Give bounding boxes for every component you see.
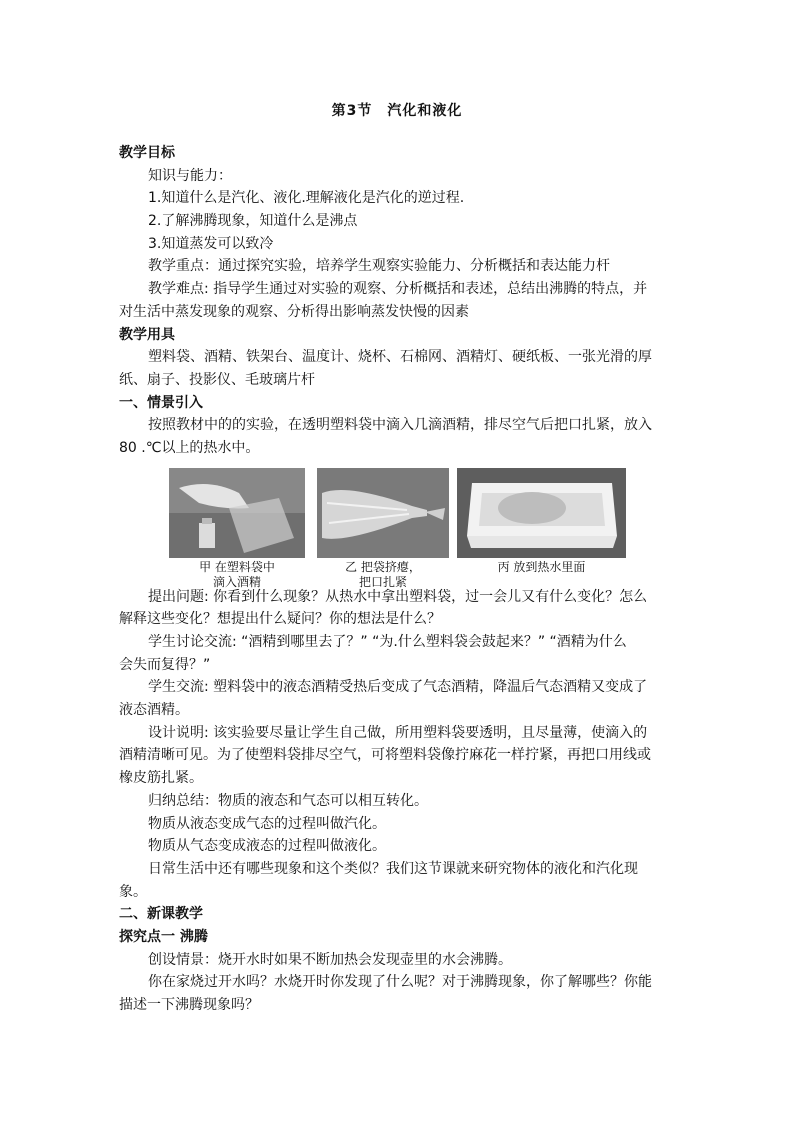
subsection-heading: 探究点一 沸腾 [119, 928, 208, 945]
paragraph: 设计说明: 该实验要尽量让学生自己做，所用塑料袋要透明，且尽量薄，使滴入的 [148, 724, 648, 741]
list-item: 3.知道蒸发可以致冷 [148, 235, 274, 252]
paragraph: 日常生活中还有哪些现象和这个类似？我们这节课就来研究物体的液化和汽化现 [148, 860, 638, 877]
figure-caption-3 [457, 560, 626, 575]
paragraph: 知识与能力： [148, 167, 232, 184]
paragraph: 橡皮筋扎紧。 [119, 770, 203, 787]
paragraph: 液态酒精。 [119, 702, 189, 719]
photo-squeeze-bag [317, 468, 449, 558]
document-body [119, 142, 679, 1017]
list-item: 1.知道什么是汽化、液化.理解液化是汽化的逆过程. [148, 190, 465, 207]
paragraph: 学生交流: 塑料袋中的液态酒精受热后变成了气态酒精，降温后气态酒精又变成了 [148, 679, 648, 696]
paragraph: 学生讨论交流: “酒精到哪里去了？” “为.什么塑料袋会鼓起来？” “酒精为什么 [148, 634, 627, 650]
paragraph: 描述一下沸腾现象吗？ [119, 997, 259, 1013]
paragraph: 创设情景：烧开水时如果不断加热会发现壶里的水会沸腾。 [148, 951, 512, 968]
list-item: 2.了解沸腾现象，知道什么是沸点 [148, 213, 358, 230]
section-heading: 二、新课教学 [119, 906, 203, 923]
section-heading: 教学目标 [119, 145, 175, 161]
paragraph: 80 .℃以上的热水中。 [119, 439, 260, 456]
paragraph: 教学难点: 指导学生通过对实验的观察、分析概括和表述，总结出沸腾的特点，并 [148, 281, 648, 298]
photo-drip-alcohol [169, 468, 305, 558]
paragraph: 教学重点：通过探究实验，培养学生观察实验能力、分析概括和表达能力杆 [148, 258, 610, 275]
paragraph: 对生活中蒸发现象的观察、分析得出影响蒸发快慢的因素 [119, 303, 469, 320]
paragraph: 会失而复得？” [119, 656, 211, 673]
paragraph: 物质从气态变成液态的过程叫做液化。 [148, 838, 386, 855]
paragraph: 物质从液态变成气态的过程叫做汽化。 [148, 815, 386, 832]
section-heading: 教学用具 [119, 326, 175, 343]
paragraph: 塑料袋、酒精、铁架台、温度计、烧杯、石棉网、酒精灯、硬纸板、一张光滑的厚 [148, 349, 652, 366]
paragraph: 你在家烧过开水吗？水烧开时你发现了什么呢？对于沸腾现象，你了解哪些？你能 [148, 974, 652, 991]
paragraph: 按照教材中的的实验，在透明塑料袋中滴入几滴酒精，排尽空气后把口扎紧，放入 [148, 417, 652, 434]
paragraph: 归纳总结：物质的液态和气态可以相互转化。 [148, 792, 428, 809]
caption-line: 滴入酒精 [212, 574, 261, 589]
paragraph: 纸、扇子、投影仪、毛玻璃片杆 [119, 371, 315, 388]
paragraph: 象。 [119, 883, 147, 900]
caption-line: 丙 放到热水里面 [497, 559, 586, 574]
figure-caption-2 [317, 560, 449, 590]
caption-line: 乙 把袋挤瘪， [345, 559, 421, 574]
photo-hot-water [457, 468, 626, 558]
paragraph: 酒精清晰可见。为了使塑料袋排尽空气，可将塑料袋像拧麻花一样拧紧，再把口用线或 [119, 747, 651, 764]
page-title: 第3节 汽化和液化 [331, 103, 463, 119]
paragraph: 解释这些变化？想提出什么疑问？你的想法是什么？ [119, 611, 441, 628]
caption-line: 把口扎紧 [358, 574, 407, 589]
paragraph: 提出问题: 你看到什么现象？从热水中拿出塑料袋，过一会儿又有什么变化？怎么 [148, 588, 648, 605]
experiment-figure [119, 464, 679, 589]
caption-line: 甲 在塑料袋中 [199, 559, 275, 574]
figure-caption-1 [169, 560, 305, 590]
section-heading: 一、情景引入 [119, 394, 203, 411]
